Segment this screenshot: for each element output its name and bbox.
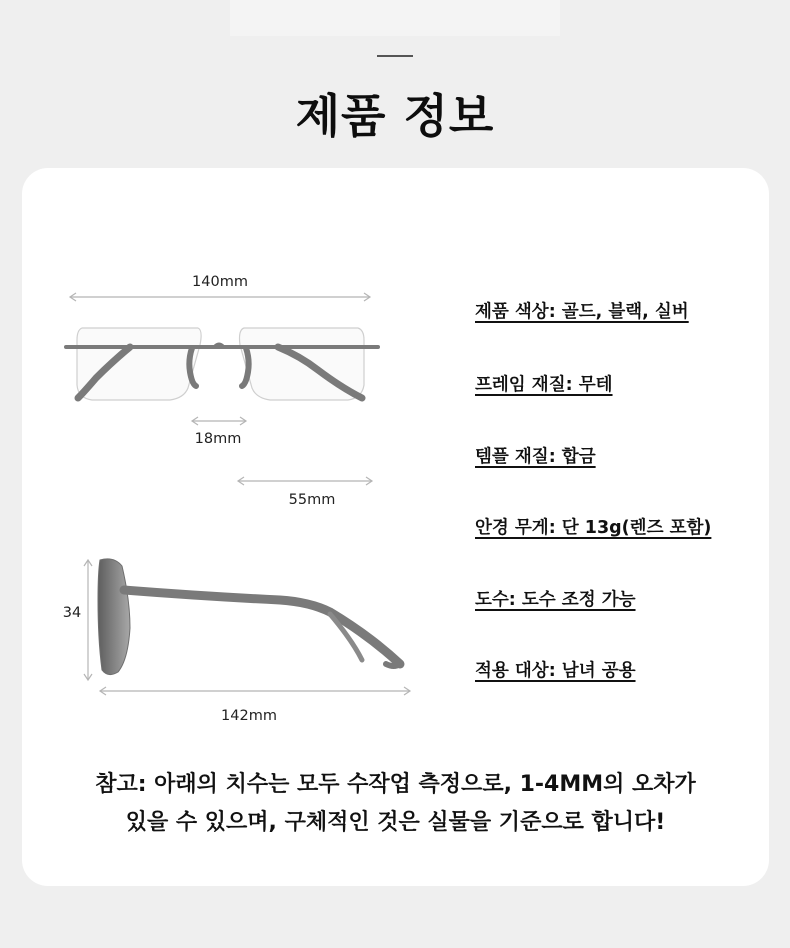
spec-color: 제품 색상: 골드, 블랙, 실버 — [475, 302, 689, 322]
glasses-side-view — [98, 559, 400, 675]
glasses-front-view — [66, 328, 378, 400]
note-line-1: 참고: 아래의 치수는 모두 수작업 측정으로, 1-4MM의 오차가 — [95, 772, 696, 797]
spec-target-user: 적용 대상: 남녀 공용 — [475, 661, 636, 681]
bridge-label: 18mm — [194, 431, 242, 447]
lens-width-label: 55mm — [288, 492, 336, 508]
measurement-note — [22, 766, 769, 842]
lens-height-dimension — [63, 560, 92, 680]
spec-weight: 안경 무게: 단 13g(렌즈 포함) — [475, 518, 712, 538]
page-title: 제품 정보 — [295, 89, 495, 143]
spec-frame-material: 프레임 재질: 무테 — [475, 375, 613, 395]
spec-temple-material: 템플 재질: 합금 — [475, 447, 596, 467]
total-width-dimension — [70, 274, 370, 301]
lens-width-dimension — [238, 477, 372, 508]
temple-length-label: 142mm — [221, 708, 277, 724]
temple-length-dimension — [100, 687, 410, 724]
bridge-dimension — [192, 417, 246, 447]
note-line-2: 있을 수 있으며, 구체적인 것은 실물을 기준으로 합니다! — [125, 810, 666, 835]
total-width-label: 140mm — [192, 274, 248, 290]
lens-height-label: 34 — [62, 605, 82, 621]
spec-prescription: 도수: 도수 조정 가능 — [475, 590, 636, 610]
